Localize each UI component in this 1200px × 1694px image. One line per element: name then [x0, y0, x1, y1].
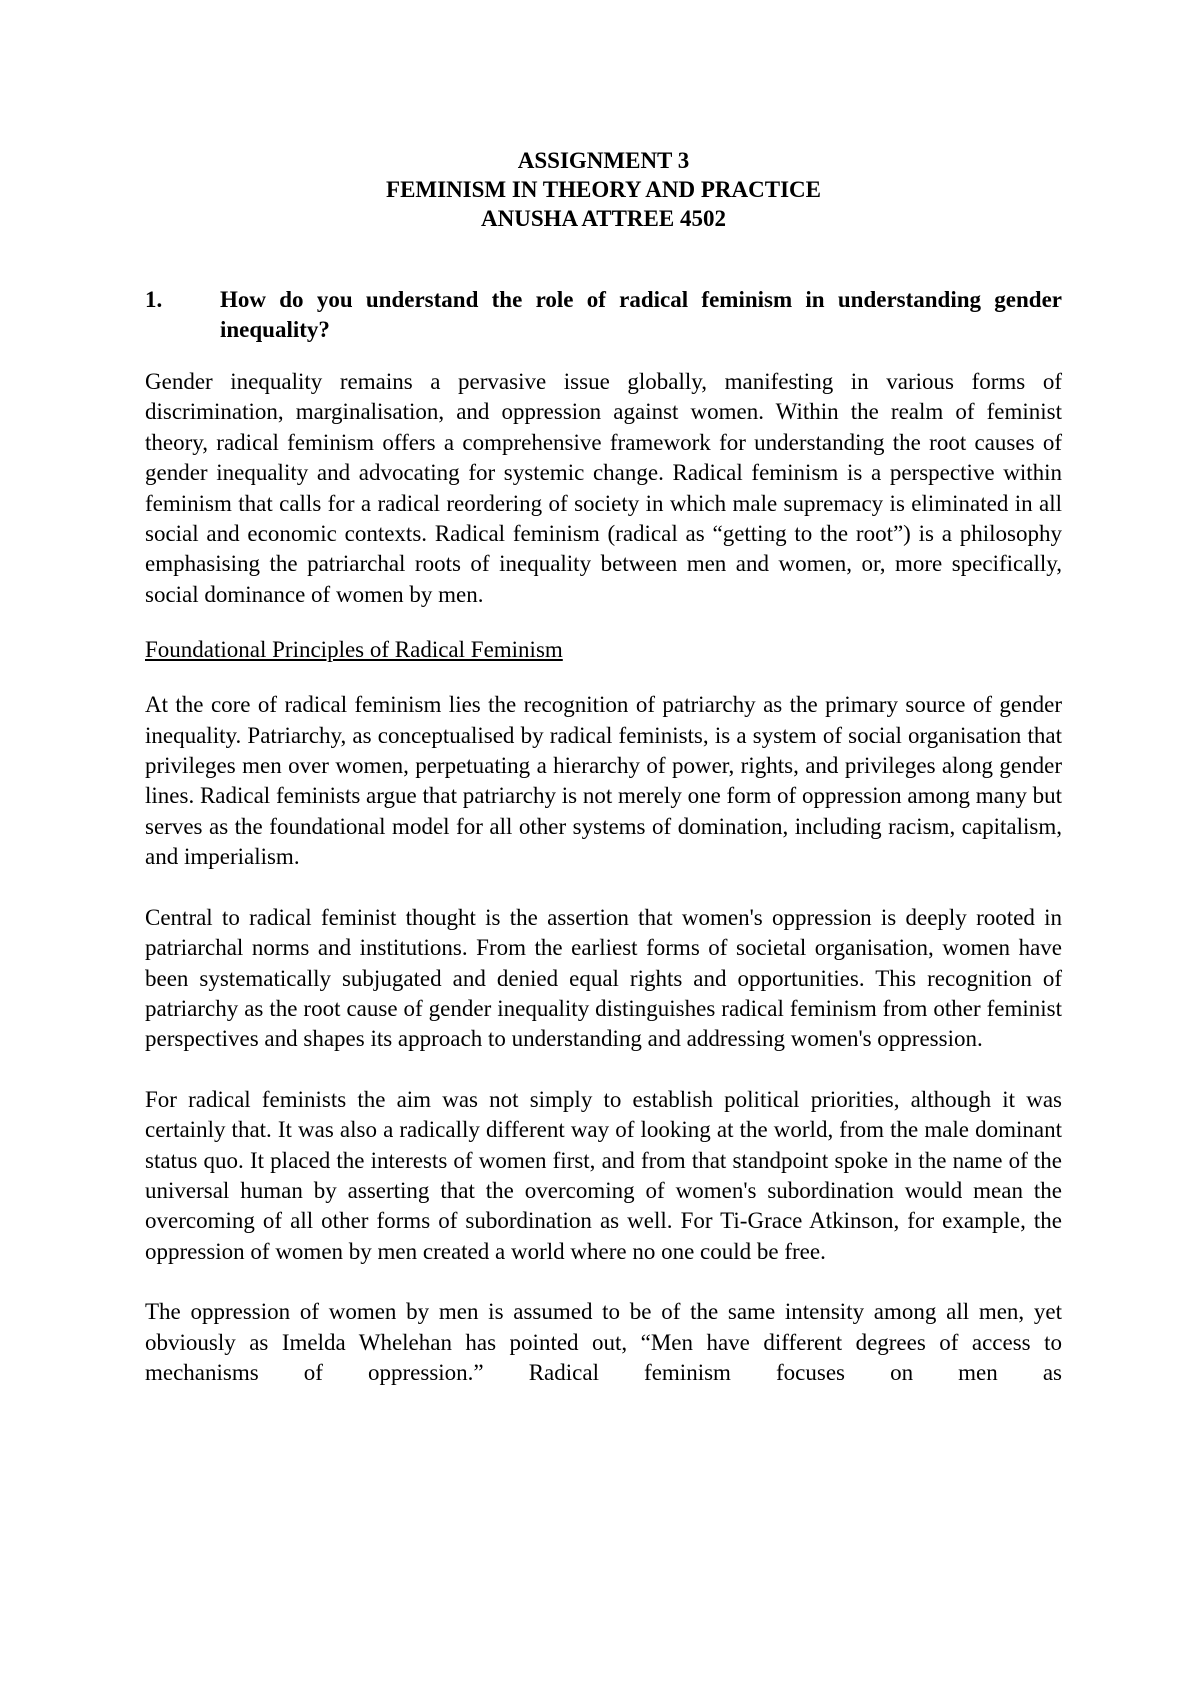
title-block [145, 146, 1062, 233]
paragraph-core: At the core of radical feminism lies the recognition of patriarchy as the primary source of gender inequality. Patriarchy, as conceptualised by radical feminists, is a system of social organisation that privileges men over women, perpetuating a hierarchy of power, rights, and privileges along gender lines. Radical feminists argue that patriarchy is not merely one form of oppression among many but serves as the foundational model for all other systems of domination, including racism, capitalism, and imperialism. [145, 692, 1062, 870]
assignment-number: ASSIGNMENT 3 [517, 148, 690, 173]
course-title: FEMINISM IN THEORY AND PRACTICE [386, 177, 821, 202]
document-page [145, 146, 1062, 1388]
question-number: 1. [145, 287, 163, 312]
paragraph-intro: Gender inequality remains a pervasive issue globally, manifesting in various forms of discrimination, marginalisation, and oppression against women. Within the realm of feminist theory, radical feminism offers a comprehensive framework for understanding the root causes of gender inequality and advocating for systemic change. Radical feminism is a perspective within feminism that calls for a radical reordering of society in which male supremacy is eliminated in all social and economic contexts. Radical feminism (radical as “getting to the root”) is a philosophy emphasising the patriarchal roots of inequality between men and women, or, more specifically, social dominance of women by men. [145, 369, 1062, 607]
paragraph-aim: For radical feminists the aim was not simply to establish political priorities, although it was certainly that. It was also a radically different way of looking at the world, from the male dominant status quo. It placed the interests of women first, and from that standpoint spoke in the name of the universal human by asserting that the overcoming of women's subordination would mean the overcoming of all other forms of subordination as well. For Ti-Grace Atkinson, for example, the oppression of women by men created a world where no one could be free. [145, 1086, 1062, 1264]
question-text: How do you understand the role of radical feminism in understanding gender inequality? [220, 287, 1062, 342]
author-line: ANUSHA ATTREE 4502 [481, 206, 726, 231]
question-1 [145, 285, 1062, 345]
paragraph-oppression: The oppression of women by men is assumed to be of the same intensity among all men, yet obviously as Imelda Whelehan has pointed out, “Men have different degrees of access to mechanisms of oppression.” Radical feminism focuses on men as [145, 1299, 1062, 1385]
section-heading: Foundational Principles of Radical Feminism [145, 637, 563, 663]
paragraph-central: Central to radical feminist thought is the assertion that women's oppression is deeply rooted in patriarchal norms and institutions. From the earliest forms of societal organisation, women have been systematically subjugated and denied equal rights and opportunities. This recognition of patriarchy as the root cause of gender inequality distinguishes radical feminism from other feminist perspectives and shapes its approach to understanding and addressing women's oppression. [145, 904, 1062, 1052]
